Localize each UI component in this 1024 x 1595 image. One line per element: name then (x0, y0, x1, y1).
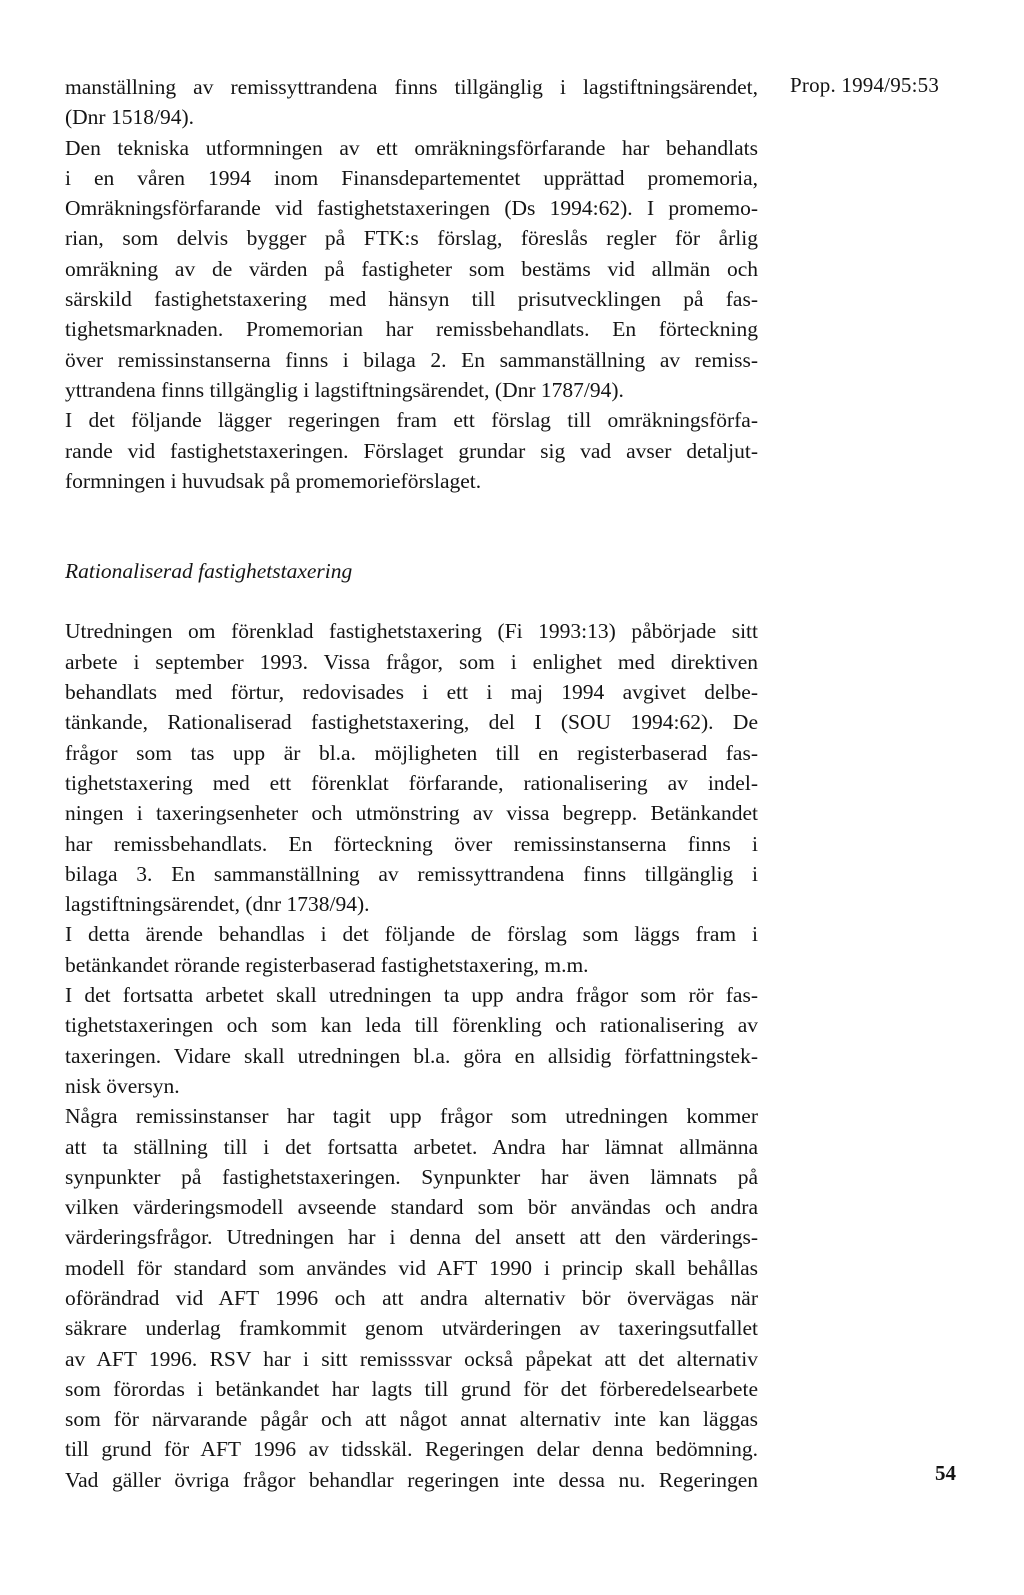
text-line: Den tekniska utformningen av ett omräkningsförfarande har behandlats (65, 135, 758, 160)
text-line: I detta ärende behandlas i det följande de förslag som läggs fram i (65, 922, 758, 947)
text-line: värderingsfrågor. Utredningen har i denna del ansett att den värderings- (65, 1225, 758, 1250)
section-heading: Rationaliserad fastighetstaxering (65, 559, 353, 584)
text-line: (Dnr 1518/94). (65, 105, 194, 130)
text-line: av AFT 1996. RSV har i sitt remisssvar också påpekat att det alternativ (65, 1346, 758, 1371)
text-line: särskild fastighetstaxering med hänsyn till prisutvecklingen på fas- (65, 287, 758, 312)
text-line: yttrandena finns tillgänglig i lagstiftningsärendet, (Dnr 1787/94). (65, 377, 624, 402)
text-line: har remissbehandlats. En förteckning över remissinstanserna finns i (65, 831, 758, 856)
text-line: tighetstaxering med ett förenklat förfarande, rationalisering av indel- (65, 770, 758, 795)
text-line: I det följande lägger regeringen fram ett förslag till omräkningsförfa- (65, 408, 758, 433)
text-line: till grund för AFT 1996 av tidsskäl. Regeringen delar denna bedömning. (65, 1437, 758, 1462)
text-line: synpunkter på fastighetstaxeringen. Synpunkter har även lämnats på (65, 1164, 758, 1189)
text-line: manställning av remissyttrandena finns tillgänglig i lagstiftningsärendet, (65, 75, 758, 99)
text-line: som för närvarande pågår och att något annat alternativ inte kan läggas (65, 1407, 758, 1432)
text-line: tänkande, Rationaliserad fastighetstaxering, del I (SOU 1994:62). De (65, 710, 758, 735)
proposition-reference: Prop. 1994/95:53 (790, 73, 940, 97)
document-body (65, 72, 758, 1495)
text-line: betänkandet rörande registerbaserad fastighetstaxering, m.m. (65, 952, 589, 977)
text-line: omräkning av de värden på fastigheter som bestäms vid allmän och (65, 256, 758, 281)
top-paragraphs (65, 72, 758, 496)
text-line: ningen i taxeringsenheter och utmönstring av vissa begrepp. Betänkandet (65, 801, 758, 826)
text-line: Utredningen om förenklad fastighetstaxering (Fi 1993:13) påbörjade sitt (65, 619, 758, 644)
text-line: vilken värderingsmodell avseende standard som bör användas och andra (65, 1195, 758, 1220)
text-line: bilaga 3. En sammanställning av remissyttrandena finns tillgänglig i (65, 861, 758, 886)
text-line: modell för standard som användes vid AFT 1990 i princip skall behållas (65, 1255, 758, 1280)
text-line: lagstiftningsärendet, (dnr 1738/94). (65, 892, 370, 917)
text-line: arbete i september 1993. Vissa frågor, som i enlighet med direktiven (65, 649, 758, 674)
spacer (65, 586, 758, 616)
text-line: rian, som delvis bygger på FTK:s förslag, föreslås regler för årlig (65, 226, 758, 251)
text-line: Omräkningsförfarande vid fastighetstaxeringen (Ds 1994:62). I promemo- (65, 196, 758, 221)
text-line: formningen i huvudsak på promemorieförslaget. (65, 468, 482, 493)
text-line: tighetsmarknaden. Promemorian har remissbehandlats. En förteckning (65, 317, 758, 342)
text-line: Några remissinstanser har tagit upp frågor som utredningen kommer (65, 1104, 758, 1129)
text-line: att ta ställning till i det fortsatta arbetet. Andra har lämnat allmänna (65, 1134, 758, 1159)
text-line: säkrare underlag framkommit genom utvärderingen av taxeringsutfallet (65, 1316, 758, 1341)
text-line: nisk översyn. (65, 1073, 180, 1098)
text-line: Vad gäller övriga frågor behandlar regeringen inte dessa nu. Regeringen (65, 1467, 758, 1492)
text-line: I det fortsatta arbetet skall utredningen ta upp andra frågor som rör fas- (65, 983, 758, 1008)
page-number: 54 (935, 1461, 956, 1485)
text-line: i en våren 1994 inom Finansdepartementet upprättad promemoria, (65, 165, 758, 190)
section-paragraphs (65, 616, 758, 1495)
text-line: tighetstaxeringen och som kan leda till förenkling och rationalisering av (65, 1013, 758, 1038)
text-line: taxeringen. Vidare skall utredningen bl.a. göra en allsidig författningstek- (65, 1043, 758, 1068)
text-line: frågor som tas upp är bl.a. möjligheten till en registerbaserad fas- (65, 740, 758, 765)
text-line: rande vid fastighetstaxeringen. Förslaget grundar sig vad avser detaljut- (65, 438, 758, 463)
text-line: behandlats med förtur, redovisades i ett i maj 1994 avgivet delbe- (65, 680, 758, 705)
text-line: över remissinstanserna finns i bilaga 2. En sammanställning av remiss- (65, 347, 758, 372)
text-line: oförändrad vid AFT 1996 och att andra alternativ bör övervägas när (65, 1285, 758, 1310)
text-line: som förordas i betänkandet har lagts till grund för det förberedelsearbete (65, 1376, 758, 1401)
spacer (65, 496, 758, 556)
